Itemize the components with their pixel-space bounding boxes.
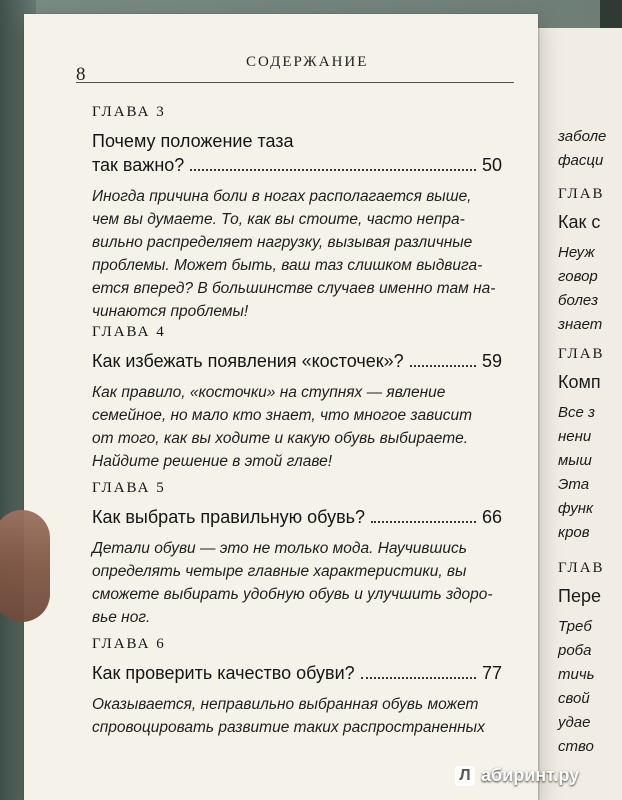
chapter-title-entry (92, 661, 502, 685)
chapter-title-entry (92, 349, 502, 373)
running-head: СОДЕРЖАНИЕ (246, 54, 369, 70)
chapter-page-number: 59 (481, 351, 502, 371)
toc-entry-chapter-4 (92, 324, 502, 473)
page-number: 8 (76, 64, 86, 85)
site-watermark (455, 765, 579, 786)
chapter-title-line: Почему положение таза (92, 131, 294, 151)
toc-entry-chapter-6 (92, 636, 502, 739)
summary-line: проблемы. Может быть, ваш таз слишком выдвига- (92, 257, 483, 274)
summary-line: семейное, но мало кто знает, что многое зависит (92, 407, 473, 424)
adjacent-text-fragment: Эта (558, 476, 590, 493)
adjacent-chapter-title: Комп (558, 372, 601, 392)
adjacent-text-fragment: болез (558, 292, 599, 309)
adjacent-text-fragment: удае (558, 714, 591, 731)
chapter-title (92, 661, 502, 685)
chapter-title (92, 349, 502, 373)
summary-line: Детали обуви — это не только мода. Научившись (92, 540, 467, 557)
chapter-summary (92, 537, 502, 629)
summary-line: вье ног. (92, 609, 151, 626)
adjacent-text-fragment: Все з (558, 404, 595, 421)
chapter-page-number: 50 (481, 155, 502, 175)
adjacent-chapter-label: ГЛАВ (558, 186, 605, 202)
summary-line: ется вперед? В большинстве случаев именно там на- (92, 280, 496, 297)
toc-entry-chapter-5 (92, 480, 502, 629)
chapter-summary (92, 693, 502, 739)
summary-line: Как правило, «косточки» на ступнях — явление (92, 384, 446, 401)
adjacent-chapter-title: Как с (558, 212, 601, 232)
dot-leader (361, 677, 476, 679)
adjacent-text-fragment: говор (558, 268, 598, 285)
adjacent-text-fragment: кров (558, 524, 590, 541)
labirint-logo-icon: Л (455, 766, 475, 786)
adjacent-text-fragment: мыш (558, 452, 592, 469)
summary-line: от того, как вы ходите и какую обувь выбираете. (92, 430, 469, 447)
chapter-label: ГЛАВА 3 (92, 104, 166, 120)
adjacent-text-fragment: нени (558, 428, 592, 445)
chapter-title-line: Как проверить качество обуви? (92, 663, 355, 683)
chapter-title-entry (92, 153, 502, 177)
chapter-page-number: 66 (481, 507, 502, 527)
chapter-title-line: Как выбрать правильную обувь? (92, 507, 366, 527)
page-header (76, 44, 514, 83)
adjacent-text-fragment: фасци (558, 152, 604, 169)
summary-line: определять четыре главные характеристики, вы (92, 563, 467, 580)
summary-line: спровоцировать развитие таких распространенных (92, 719, 485, 736)
dot-leader (410, 365, 476, 367)
adjacent-text-fragment: заболе (558, 128, 607, 145)
adjacent-text-fragment: тичь (558, 666, 595, 683)
adjacent-text-fragment: знает (558, 316, 603, 333)
summary-line: чем вы думаете. То, как вы стоите, часто непра- (92, 211, 465, 228)
chapter-title (92, 129, 502, 177)
chapter-label: ГЛАВА 5 (92, 480, 166, 496)
adjacent-chapter-label: ГЛАВ (558, 560, 605, 576)
chapter-title-line: Как избежать появления «косточек»? (92, 351, 404, 371)
adjacent-text-fragment: Неуж (558, 244, 595, 261)
chapter-summary (92, 381, 502, 473)
dot-leader (190, 169, 476, 171)
chapter-label: ГЛАВА 6 (92, 636, 166, 652)
summary-line: Найдите решение в этой главе! (92, 453, 333, 470)
summary-line: сможете выбирать удобную обувь и улучшить здоро- (92, 586, 493, 603)
adjacent-chapter-label: ГЛАВ (558, 346, 605, 362)
adjacent-text-fragment: роба (558, 642, 592, 659)
adjacent-text-fragment: свой (558, 690, 590, 707)
finger (0, 510, 50, 622)
adjacent-page (538, 28, 622, 800)
adjacent-text-fragment: функ (558, 500, 594, 517)
chapter-summary (92, 185, 502, 323)
adjacent-text-fragment: Треб (558, 618, 592, 635)
toc-entry-chapter-3 (92, 104, 502, 323)
adjacent-chapter-title: Пере (558, 586, 601, 606)
chapter-label: ГЛАВА 4 (92, 324, 166, 340)
dot-leader (371, 521, 476, 523)
adjacent-text-fragment: ство (558, 738, 594, 755)
chapter-page-number: 77 (481, 663, 502, 683)
summary-line: Иногда причина боли в ногах располагается выше, (92, 188, 472, 205)
chapter-title (92, 505, 502, 529)
chapter-title-entry (92, 505, 502, 529)
summary-line: Оказывается, неправильно выбранная обувь может (92, 696, 479, 713)
summary-line: вильно распределяет нагрузку, вызывая различные (92, 234, 473, 251)
chapter-title-line: так важно? (92, 155, 185, 175)
watermark-text: абиринт.ру (481, 765, 580, 785)
summary-line: чинаются проблемы! (92, 303, 249, 320)
